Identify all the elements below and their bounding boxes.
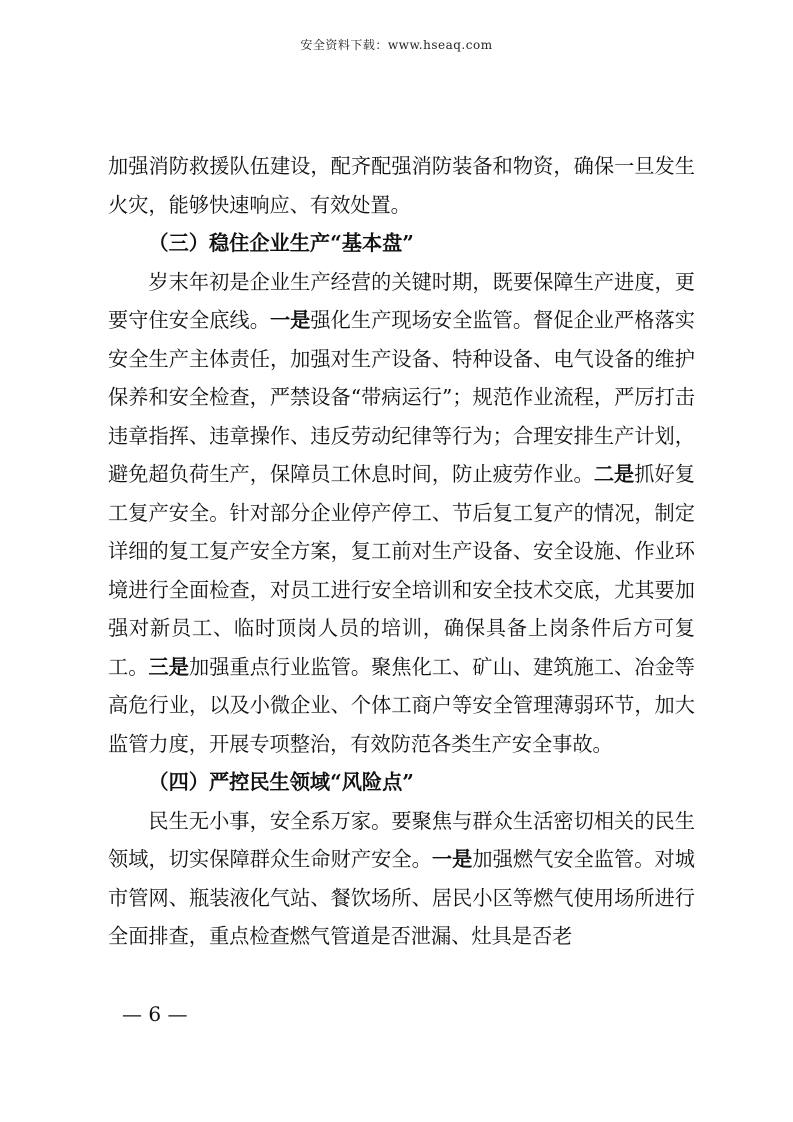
paragraph-point-3: 加强重点行业监管。聚焦化工、矿山、建筑施工、冶金等高危行业，以及小微企业、个体工商户等安全管理薄弱环节，加大监管力度，开展专项整治，有效防范各类生产安全事故。	[108, 654, 695, 756]
paragraph-enterprise-production	[108, 263, 695, 764]
document-body	[108, 147, 695, 956]
keyword-first: 一是	[431, 847, 473, 871]
source-watermark-note: 安全资料下载：www.hseaq.com	[300, 38, 493, 52]
paragraph-point-1: 强化生产现场安全监管。督促企业严格落实安全生产主体责任，加强对生产设备、特种设备、电气设备的维护保养和安全检查，严禁设备“带病运行”；规范作业流程，严厉打击违章指挥、违章操作、违反劳动纪律等行为；合理安排生产计划，避免超负荷生产，保障员工休息时间，防止疲劳作业。	[108, 308, 695, 486]
paragraph-intro: 民生无小事，安全系万家。要聚焦与群众生活密切相关的民生领域，切实保障群众生命财产安全。	[108, 808, 695, 871]
section-heading-4: （四）严控民生领域“风险点”	[148, 770, 414, 794]
page-number: — 6 —	[122, 1002, 188, 1026]
paragraph-intro: 岁末年初是企业生产经营的关键时期，既要保障生产进度，更要守住安全底线。	[108, 269, 695, 332]
section-heading-3: （三）稳住企业生产“基本盘”	[148, 231, 414, 255]
keyword-second: 二是	[593, 462, 635, 486]
paragraph-point-2: 抓好复工复产安全。针对部分企业停产停工、节后复工复产的情况，制定详细的复工复产安全方案，复工前对生产设备、安全设施、作业环境进行全面检查，对员工进行安全培训和安全技术交底，尤其要加强对新员工、临时顶岗人员的培训，确保具备上岗条件后方可复工。	[108, 462, 695, 679]
paragraph-point-1: 加强燃气安全监管。对城市管网、瓶装液化气站、餐饮场所、居民小区等燃气使用场所进行全面排查，重点检查燃气管道是否泄漏、灶具是否老	[108, 847, 695, 948]
paragraph-livelihood	[108, 802, 695, 956]
keyword-third: 三是	[148, 654, 189, 679]
keyword-first: 一是	[269, 308, 311, 332]
paragraph-continued: 加强消防救援队伍建设，配齐配强消防装备和物资，确保一旦发生火灾，能够快速响应、有效处置。	[108, 154, 695, 217]
